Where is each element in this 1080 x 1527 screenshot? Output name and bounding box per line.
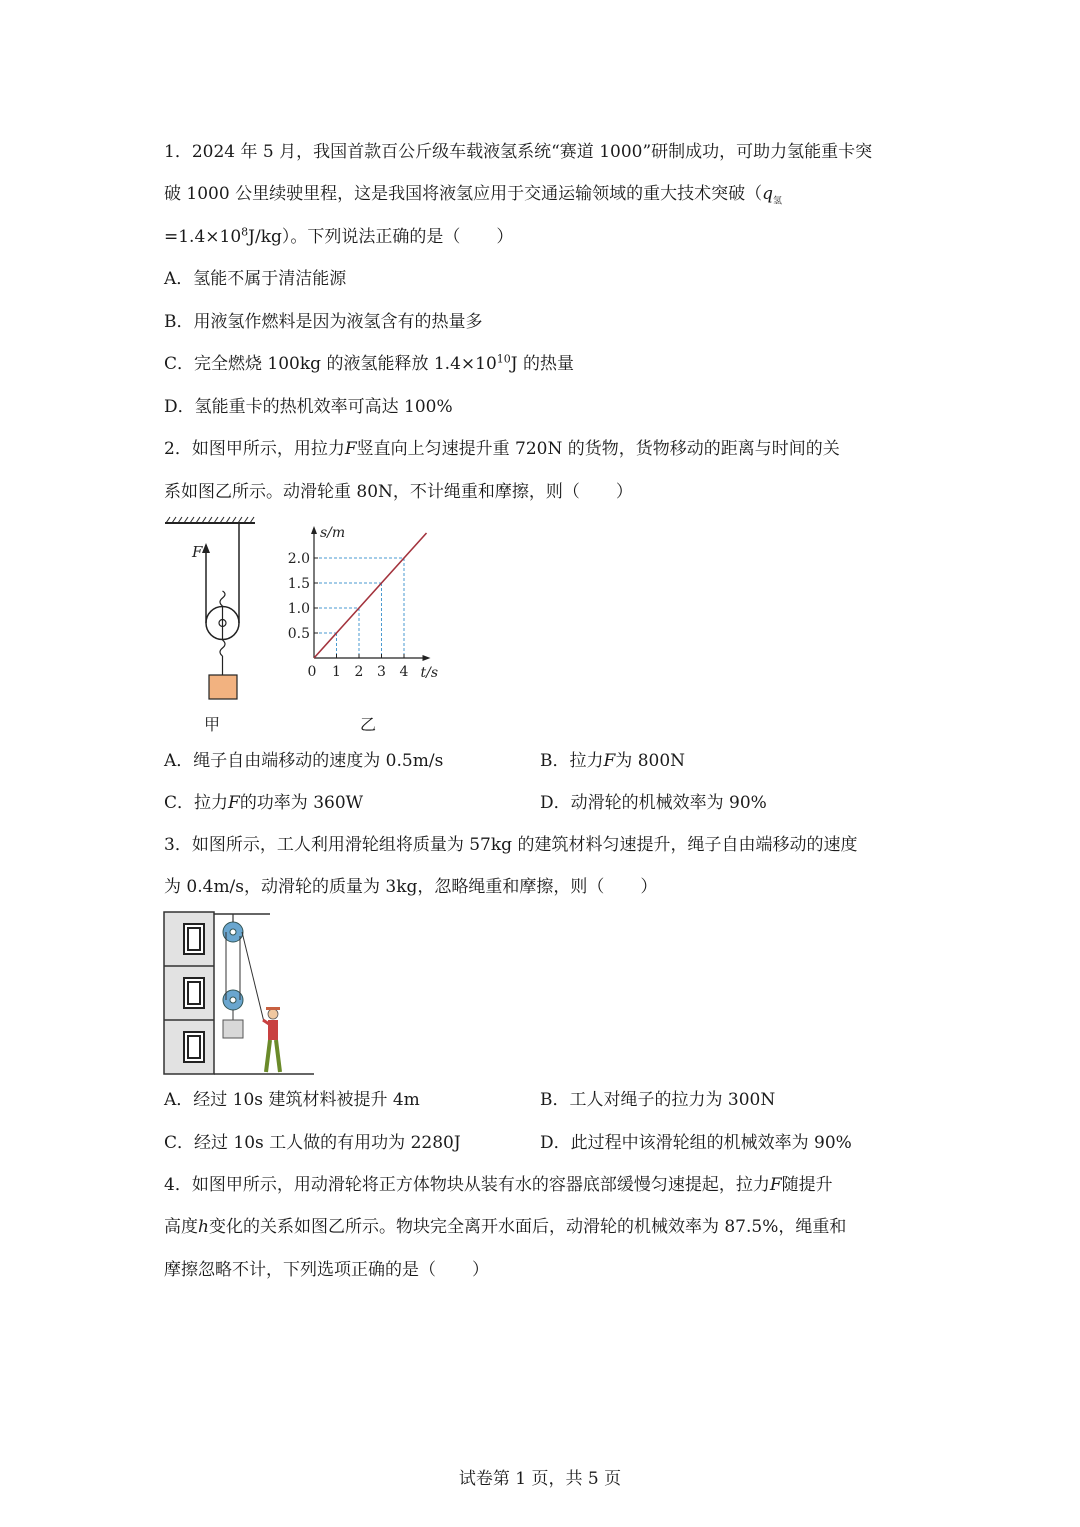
q4-line1 (164, 1173, 833, 1197)
q2-figure-pulley (160, 515, 260, 705)
x-tick-label: 3 (377, 664, 386, 680)
q1-line1 (164, 140, 872, 164)
x-tick-label: 1 (332, 664, 341, 680)
q1-option-a: A．氢能不属于清洁能源 (164, 269, 347, 289)
top-hook (220, 591, 225, 606)
y-axis-label: s/m (320, 525, 346, 541)
q4-stem-line1-pre: 如图甲所示，用动滑轮将正方体物块从装有水的容器底部缓慢匀速提起，拉力 (191, 1175, 770, 1195)
q4-line2 (164, 1215, 846, 1239)
q3-line1 (164, 833, 857, 857)
windows (184, 924, 204, 1062)
q4-number: 4． (164, 1175, 192, 1195)
q3-stem-line1: 如图所示，工人利用滑轮组将质量为 57kg 的建筑材料匀速提升，绳子自由端移动的速度 (191, 835, 858, 855)
q1-q-subscript: 氢 (772, 196, 782, 207)
q3-option-d: D．此过程中该滑轮组的机械效率为 90% (540, 1133, 852, 1153)
q4-F-symbol: F (769, 1175, 782, 1195)
q1-option-c-pre: C．完全燃烧 100kg 的液氢能释放 1.4×10 (164, 354, 497, 374)
force-label: F (192, 543, 203, 561)
y-tick-label: 1.0 (287, 601, 310, 617)
q3-option-a: A．经过 10s 建筑材料被提升 4m (164, 1090, 420, 1110)
x-tick-label: 0 (307, 664, 317, 680)
q1-option-c-exp: 10 (496, 352, 511, 366)
q2-caption-left: 甲 (204, 715, 221, 734)
page-footer: 试卷第 1 页，共 5 页 (458, 1469, 622, 1489)
q2-number: 2． (164, 439, 192, 459)
x-tick-label: 2 (354, 664, 364, 680)
q1-option-d: D．氢能重卡的热机效率可高达 100% (164, 397, 453, 417)
q1-stem-line2: 破 1000 公里续驶里程，这是我国将液氢应用于交通运输领域的重大技术突破（ (164, 184, 763, 204)
q1-option-c (164, 352, 574, 376)
bottom-hook (220, 640, 225, 656)
q1-number: 1． (164, 142, 192, 162)
q2-option-b-post: 为 800N (615, 751, 686, 771)
q1-stem-line3a: =1.4×10 (164, 227, 242, 247)
q4-stem-line1-post: 随提升 (781, 1175, 833, 1195)
q2-option-b (540, 749, 685, 773)
q2-option-a: A．绳子自由端移动的速度为 0.5m/s (164, 751, 444, 771)
q2-caption-right: 乙 (360, 715, 377, 734)
y-tick-label: 2.0 (287, 551, 310, 567)
y-tick-label: 1.5 (287, 576, 310, 592)
force-arrow (202, 543, 210, 553)
q2-option-c-pre: C．拉力 (164, 793, 229, 813)
q1-line2 (164, 182, 782, 206)
q1-line3 (164, 225, 513, 249)
q2-figure-st-graph (280, 520, 450, 685)
q1-exponent: 8 (241, 225, 249, 239)
q2-option-b-F: F (603, 751, 616, 771)
q2-line2 (164, 480, 633, 504)
q1-stem-line3b: J/kg）。下列说法正确的是（ (248, 227, 461, 247)
y-tick-label: 0.5 (287, 626, 310, 642)
q3-number: 3． (164, 835, 192, 855)
q3-stem-line2: 为 0.4m/s，动滑轮的质量为 3kg，忽略绳重和摩擦，则（ (164, 877, 605, 897)
q4-stem-line2-post: 变化的关系如图乙所示。物块完全离开水面后，动滑轮的机械效率为 87.5%，绳重和 (208, 1217, 847, 1237)
series-line-s-t (314, 533, 427, 658)
q2-option-c-post: 的功率为 360W (239, 793, 364, 813)
q4-line3 (164, 1258, 489, 1282)
q2-option-b-pre: B．拉力 (540, 751, 604, 771)
pull-rope (242, 932, 264, 1022)
worker (263, 1007, 280, 1072)
x-axis-label: t/s (420, 665, 439, 681)
q2-stem-line1-post: 竖直向上匀速提升重 720N 的货物，货物移动的距离与时间的关 (356, 439, 840, 459)
q4-paren-close: ） (472, 1260, 489, 1280)
building-material (223, 1020, 243, 1038)
q1-option-b: B．用液氢作燃料是因为液氢含有的热量多 (164, 312, 483, 332)
q2-option-d: D．动滑轮的机械效率为 90% (540, 793, 767, 813)
q3-figure-building-pulley (160, 908, 320, 1078)
q2-F-symbol: F (344, 439, 357, 459)
q1-option-c-post: J 的热量 (510, 354, 574, 374)
x-tick-label: 4 (399, 664, 409, 680)
q2-option-c-F: F (228, 793, 240, 813)
q1-q-symbol: q (762, 184, 773, 204)
q2-stem-line2: 系如图乙所示。动滑轮重 80N，不计绳重和摩擦，则（ (164, 482, 580, 502)
q4-stem-line3: 摩擦忽略不计，下列选项正确的是（ (164, 1260, 436, 1280)
q2-option-c (164, 791, 363, 815)
q2-paren-close: ） (615, 482, 633, 502)
q3-paren-close: ） (640, 877, 658, 897)
q1-paren-close: ） (496, 227, 514, 247)
q3-line2 (164, 875, 657, 899)
cargo-block (209, 675, 237, 699)
q4-stem-line2-pre: 高度 (164, 1217, 198, 1237)
y-axis-arrow (311, 526, 317, 534)
x-axis-arrow (423, 655, 431, 661)
q1-stem-line1: 2024 年 5 月，我国首款百公斤级车载液氢系统“赛道 1000”研制成功，可助力氢能重卡突 (191, 142, 873, 162)
q4-h-symbol: h (198, 1217, 209, 1237)
q3-option-c: C．经过 10s 工人做的有用功为 2280J (164, 1133, 461, 1153)
q2-stem-line1-pre: 如图甲所示，用拉力 (191, 439, 345, 459)
q3-option-b: B．工人对绳子的拉力为 300N (540, 1090, 776, 1110)
q2-line1 (164, 437, 840, 461)
